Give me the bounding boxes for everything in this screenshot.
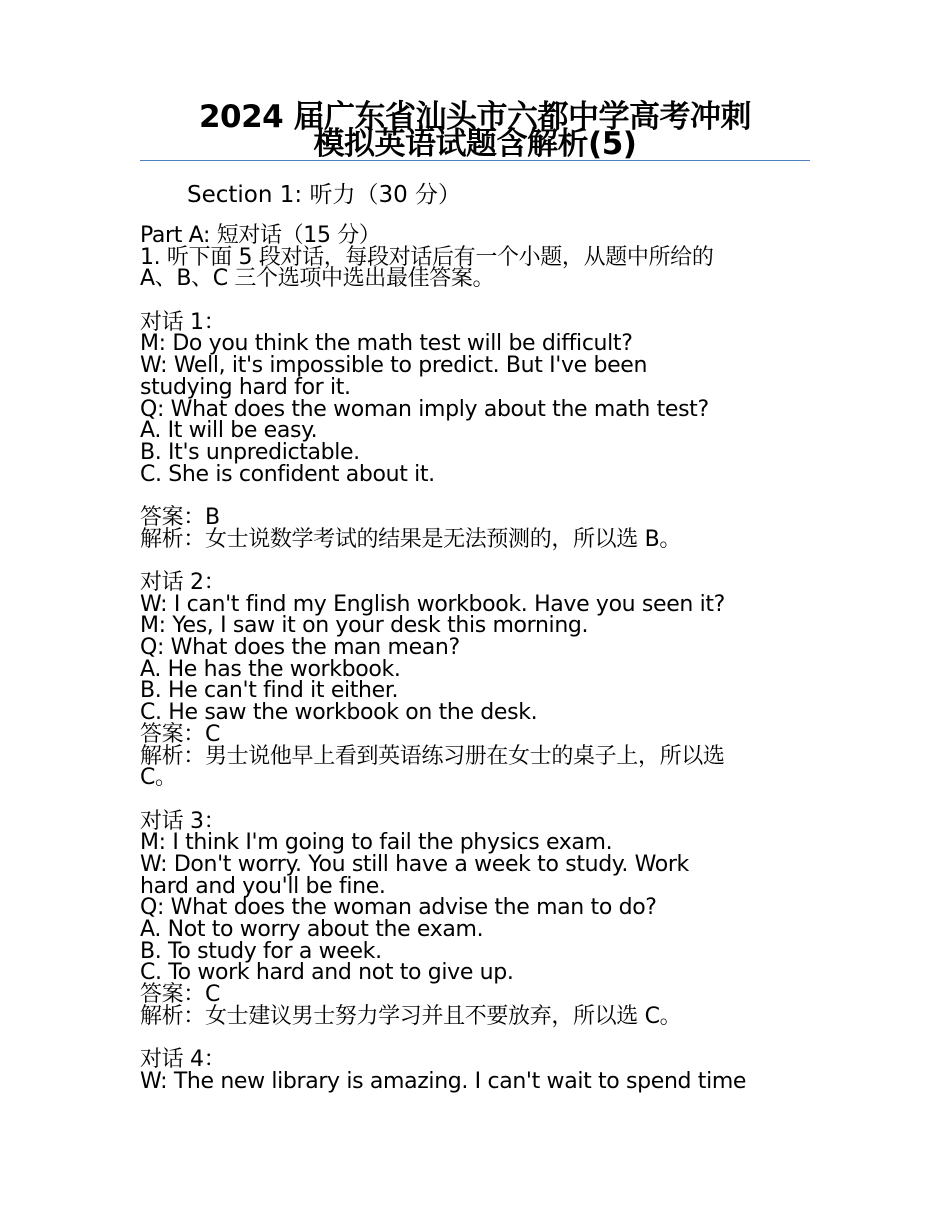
option-line: A. He has the workbook. — [140, 656, 401, 682]
dialogue-label: 对话 3： — [140, 808, 226, 834]
dialogue-label: 对话 2： — [140, 570, 226, 595]
title-line-2: 模拟英语试题含解析(5) — [313, 126, 637, 162]
dialogue-line: hard and you'll be fine. — [140, 873, 386, 899]
paragraph-gap — [140, 290, 820, 312]
dialogue-line: M: I think I'm going to fail the physics exam. — [140, 830, 613, 856]
paragraph-gap — [140, 550, 820, 572]
paragraph-gap — [140, 485, 820, 507]
option-line: A. It will be easy. — [140, 418, 318, 444]
paragraph-gap — [140, 789, 820, 811]
dialogue-label: 对话 1： — [140, 309, 226, 335]
dialogue-line: W: The new library is amazing. I can't wait to spend time — [140, 1068, 747, 1094]
option-line: C. He saw the workbook on the desk. — [140, 700, 538, 726]
option-line: A. Not to worry about the exam. — [140, 917, 484, 942]
title-line-1: 2024 届广东省汕头市六都中学高考冲刺 — [198, 99, 752, 135]
dialogue-line: W: Don't worry. You still have a week to study. Work — [140, 851, 689, 877]
question-line: Q: What does the woman advise the man to do? — [140, 895, 657, 921]
document-title — [140, 99, 810, 162]
dialogue-label: 对话 4： — [140, 1047, 226, 1073]
analysis-line: C。 — [140, 765, 177, 791]
analysis-line: 解析：男士说他早上看到英语练习册在女士的桌子上，所以选 — [140, 743, 725, 769]
answer-line: 答案：C — [140, 982, 220, 1008]
instruction-line-2: A、B、C 三个选项中选出最佳答案。 — [140, 266, 495, 292]
dialogue-line: M: Do you think the math test will be difficult? — [140, 331, 633, 357]
dialogue-line: studying hard for it. — [140, 374, 351, 400]
option-line: B. He can't find it either. — [140, 678, 399, 704]
instruction-line-1: 1. 听下面 5 段对话，每段对话后有一个小题，从题中所给的 — [140, 244, 714, 270]
analysis-line: 解析：女士建议男士努力学习并且不要放弃，所以选 C。 — [140, 1003, 682, 1029]
section-heading: Section 1: 听力（30 分） — [187, 182, 462, 208]
option-line: C. To work hard and not to give up. — [140, 960, 514, 986]
answer-line: 答案：B — [140, 504, 220, 530]
question-line: Q: What does the woman imply about the math test? — [140, 396, 709, 422]
paragraph-gap — [140, 1027, 820, 1049]
dialogue-line: M: Yes, I saw it on your desk this morning. — [140, 613, 589, 639]
dialogue-line: W: I can't find my English workbook. Have you seen it? — [140, 591, 725, 617]
dialogue-line: W: Well, it's impossible to predict. But I've been — [140, 353, 648, 379]
title-underline — [140, 160, 810, 161]
option-line: C. She is confident about it. — [140, 461, 435, 487]
answer-line: 答案：C — [140, 721, 220, 747]
option-line: B. It's unpredictable. — [140, 439, 360, 465]
document-body — [140, 225, 820, 1093]
option-line: B. To study for a week. — [140, 938, 382, 964]
question-line: Q: What does the man mean? — [140, 635, 460, 661]
analysis-line: 解析：女士说数学考试的结果是无法预测的，所以选 B。 — [140, 526, 681, 552]
part-heading: Part A: 短对话（15 分） — [140, 223, 381, 248]
